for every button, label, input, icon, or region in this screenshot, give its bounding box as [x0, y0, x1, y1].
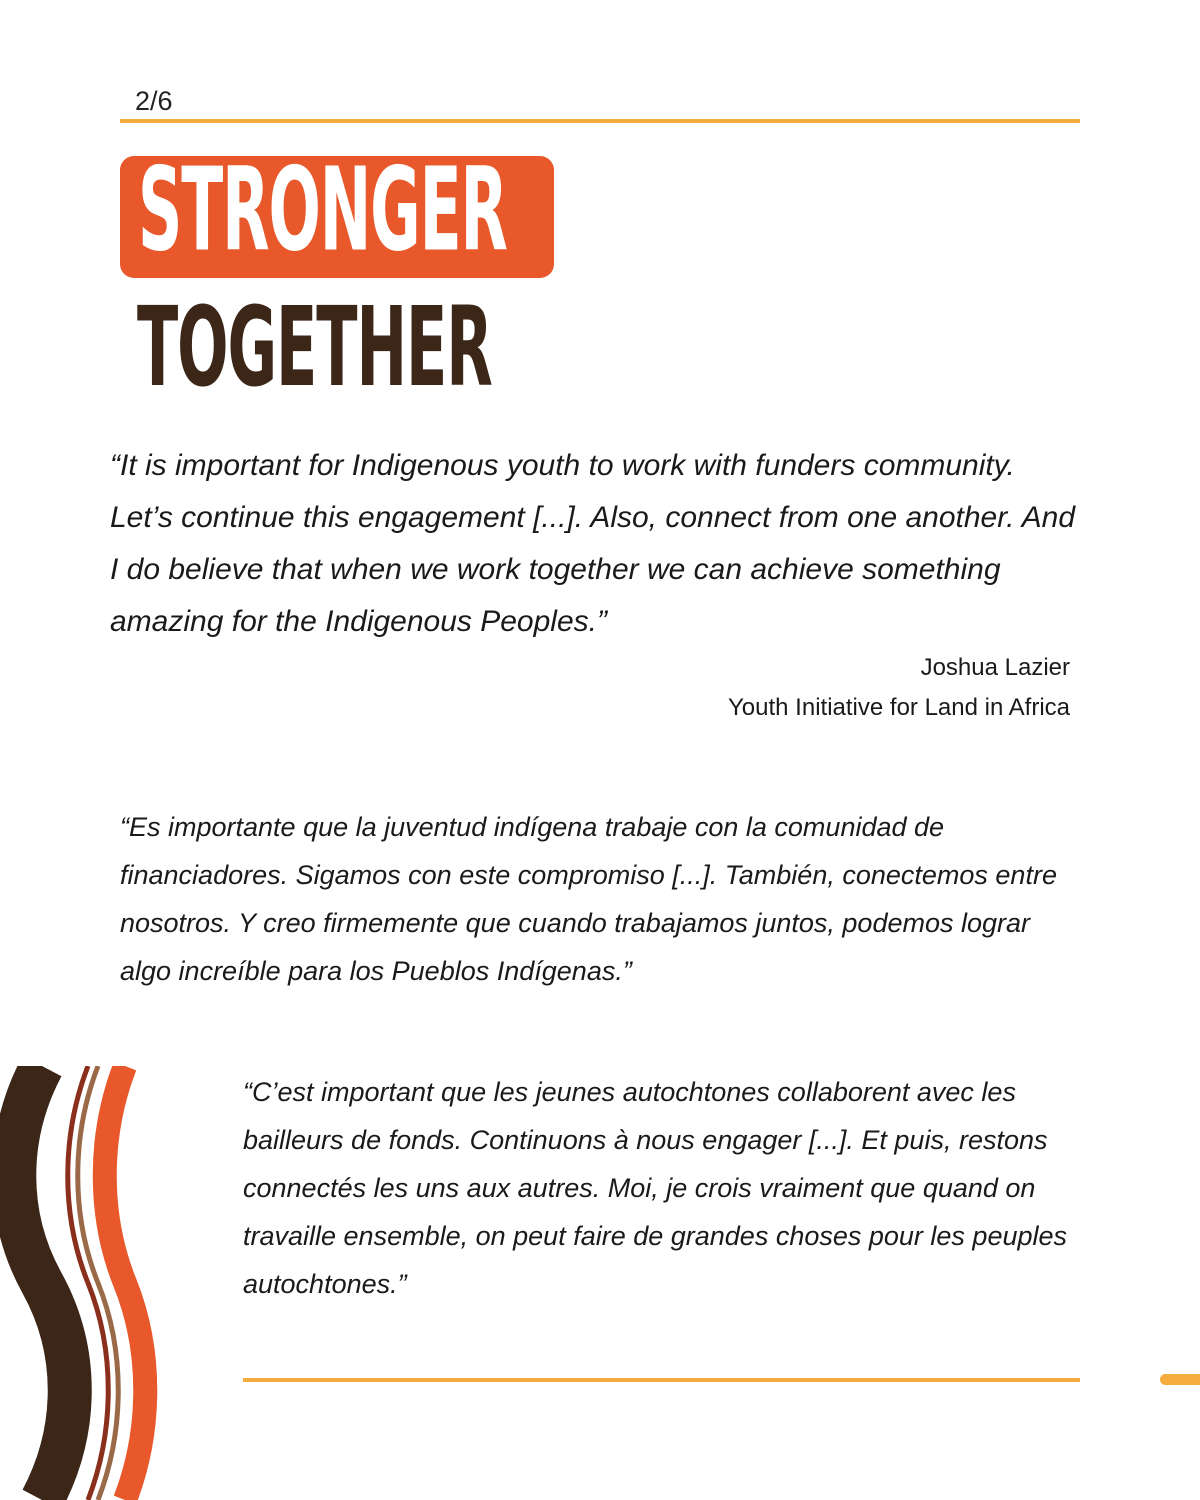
headline-line-2: TOGETHER — [137, 283, 492, 411]
headline-line-1: STRONGER — [138, 156, 507, 277]
quote-spanish: “Es importante que la juventud indígena trabaje con la comunidad de financiadores. Sigamos con este compromiso [...]. También, conectemos entre nosotros. Y creo firmemente que cuando trabajamos juntos, podemos lograr algo increíble para los Pueblos Indígenas.” — [120, 812, 1057, 986]
wavy-stripes-icon — [0, 1066, 180, 1500]
top-divider — [120, 119, 1080, 123]
quote-english: “It is important for Indigenous youth to work with funders community. Let’s continue this engagement [...]. Also, connect from one another. And I do believe that when we work together we can achieve something amazing for the Indigenous Peoples.” — [110, 449, 1076, 638]
wave-dark-brown — [14, 1066, 70, 1500]
headline-highlight-box — [120, 156, 554, 278]
attribution-name: Joshua Lazier — [920, 654, 1070, 681]
wave-orange — [105, 1066, 146, 1500]
attribution-organization: Youth Initiative for Land in Africa — [728, 694, 1070, 721]
slide-indicator — [1160, 1374, 1200, 1385]
bottom-divider — [243, 1378, 1080, 1382]
page-number: 2/6 — [135, 86, 173, 116]
quote-french: “C’est important que les jeunes autochtones collaborent avec les bailleurs de fonds. Continuons à nous engager [...]. Et puis, restons connectés les uns aux autres. Moi, je crois vraiment que quand on travaille ensemble, on peut faire de grandes choses pour les peuples autochtones.” — [243, 1077, 1068, 1299]
